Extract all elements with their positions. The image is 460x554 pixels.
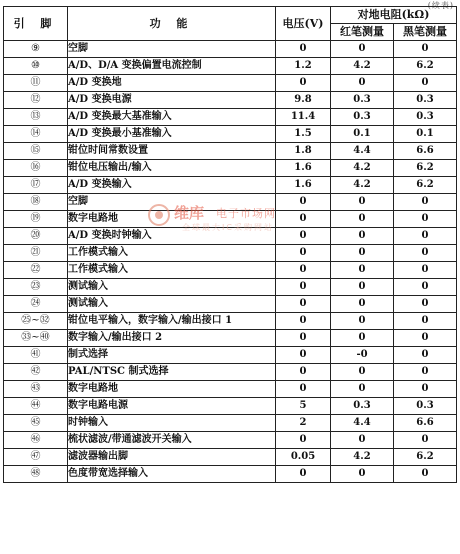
- table-row: [4, 75, 457, 92]
- pin-cell: ㉒: [4, 262, 68, 279]
- black-probe-cell: 0: [394, 330, 457, 347]
- voltage-cell: 0: [276, 381, 331, 398]
- function-cell: A/D 变换最小基准输入: [68, 126, 276, 143]
- red-probe-cell: 0.3: [331, 109, 394, 126]
- table-row: [4, 177, 457, 194]
- table-row: [4, 228, 457, 245]
- table-row: [4, 364, 457, 381]
- pin-cell: ⑫: [4, 92, 68, 109]
- pin-cell: ㉝~㊵: [4, 330, 68, 347]
- red-probe-cell: 0: [331, 364, 394, 381]
- pin-cell: ⑪: [4, 75, 68, 92]
- red-probe-cell: -0: [331, 347, 394, 364]
- header-resistance: 对地电阻(kΩ): [331, 7, 457, 24]
- header-voltage: 电压(V): [276, 7, 331, 41]
- pin-cell: ㉔: [4, 296, 68, 313]
- voltage-cell: 9.8: [276, 92, 331, 109]
- continued-note: (续表): [427, 1, 454, 10]
- function-cell: 空脚: [68, 41, 276, 58]
- header-pin: 引 脚: [4, 7, 68, 41]
- black-probe-cell: 0.3: [394, 92, 457, 109]
- red-probe-cell: 0: [331, 296, 394, 313]
- black-probe-cell: 0: [394, 347, 457, 364]
- voltage-cell: 1.8: [276, 143, 331, 160]
- pin-cell: ⑳: [4, 228, 68, 245]
- table-row: [4, 109, 457, 126]
- black-probe-cell: 0.3: [394, 398, 457, 415]
- table-row: [4, 432, 457, 449]
- function-cell: 测试输入: [68, 296, 276, 313]
- pin-cell: ⑯: [4, 160, 68, 177]
- function-cell: A/D 变换时钟输入: [68, 228, 276, 245]
- table-row: [4, 381, 457, 398]
- black-probe-cell: 0: [394, 466, 457, 483]
- red-probe-cell: 0: [331, 330, 394, 347]
- function-cell: A/D 变换输入: [68, 177, 276, 194]
- red-probe-cell: 0.1: [331, 126, 394, 143]
- pin-cell: ⑩: [4, 58, 68, 75]
- table-row: [4, 449, 457, 466]
- red-probe-cell: 0: [331, 211, 394, 228]
- function-cell: A/D、D/A 变换偏置电流控制: [68, 58, 276, 75]
- pin-cell: ㊺: [4, 415, 68, 432]
- table-row: [4, 194, 457, 211]
- voltage-cell: 0: [276, 279, 331, 296]
- voltage-cell: 0: [276, 228, 331, 245]
- pin-cell: ⑬: [4, 109, 68, 126]
- function-cell: 滤波器输出脚: [68, 449, 276, 466]
- red-probe-cell: 0: [331, 262, 394, 279]
- pin-cell: ㊶: [4, 347, 68, 364]
- red-probe-cell: 4.2: [331, 160, 394, 177]
- table-row: [4, 347, 457, 364]
- function-cell: 梳状滤波/带通滤波开关输入: [68, 432, 276, 449]
- pin-cell: ㉓: [4, 279, 68, 296]
- voltage-cell: 0: [276, 296, 331, 313]
- table-row: [4, 245, 457, 262]
- table-row: [4, 279, 457, 296]
- black-probe-cell: 0.1: [394, 126, 457, 143]
- red-probe-cell: 0: [331, 75, 394, 92]
- black-probe-cell: 6.2: [394, 449, 457, 466]
- pin-cell: ㊼: [4, 449, 68, 466]
- table-row: [4, 415, 457, 432]
- red-probe-cell: 4.4: [331, 415, 394, 432]
- red-probe-cell: 0: [331, 466, 394, 483]
- pin-function-table: [3, 6, 457, 483]
- function-cell: A/D 变换地: [68, 75, 276, 92]
- voltage-cell: 1.6: [276, 177, 331, 194]
- black-probe-cell: 0: [394, 41, 457, 58]
- function-cell: 空脚: [68, 194, 276, 211]
- table-row: [4, 211, 457, 228]
- function-cell: 钳位时间常数设置: [68, 143, 276, 160]
- table-row: [4, 58, 457, 75]
- voltage-cell: 0: [276, 364, 331, 381]
- table-row: [4, 313, 457, 330]
- pin-cell: ㉕~㉜: [4, 313, 68, 330]
- table-row: [4, 296, 457, 313]
- pin-cell: ㉑: [4, 245, 68, 262]
- function-cell: 工作模式输入: [68, 262, 276, 279]
- pin-cell: ㊻: [4, 432, 68, 449]
- voltage-cell: 1.2: [276, 58, 331, 75]
- function-cell: 时钟输入: [68, 415, 276, 432]
- black-probe-cell: 0: [394, 432, 457, 449]
- red-probe-cell: 0: [331, 313, 394, 330]
- black-probe-cell: 0: [394, 279, 457, 296]
- table-row: [4, 126, 457, 143]
- black-probe-cell: 0: [394, 262, 457, 279]
- voltage-cell: 0: [276, 41, 331, 58]
- voltage-cell: 2: [276, 415, 331, 432]
- voltage-cell: 1.5: [276, 126, 331, 143]
- table-row: [4, 398, 457, 415]
- black-probe-cell: 0: [394, 245, 457, 262]
- black-probe-cell: 0: [394, 381, 457, 398]
- pin-cell: ⑱: [4, 194, 68, 211]
- pin-cell: ⑭: [4, 126, 68, 143]
- voltage-cell: 0: [276, 194, 331, 211]
- black-probe-cell: 6.2: [394, 160, 457, 177]
- voltage-cell: 1.6: [276, 160, 331, 177]
- pin-cell: ⑮: [4, 143, 68, 160]
- black-probe-cell: 6.6: [394, 143, 457, 160]
- function-cell: 数字电路电源: [68, 398, 276, 415]
- voltage-cell: 0: [276, 347, 331, 364]
- table-row: [4, 466, 457, 483]
- black-probe-cell: 0.3: [394, 109, 457, 126]
- black-probe-cell: 0: [394, 75, 457, 92]
- voltage-cell: 11.4: [276, 109, 331, 126]
- function-cell: 色度带宽选择输入: [68, 466, 276, 483]
- table-row: [4, 41, 457, 58]
- function-cell: 钳位电压输出/输入: [68, 160, 276, 177]
- function-cell: A/D 变换电源: [68, 92, 276, 109]
- pin-cell: ㊸: [4, 381, 68, 398]
- black-probe-cell: 0: [394, 364, 457, 381]
- header-function: 功 能: [68, 7, 276, 41]
- function-cell: 数字电路地: [68, 381, 276, 398]
- voltage-cell: 0: [276, 245, 331, 262]
- red-probe-cell: 4.2: [331, 177, 394, 194]
- black-probe-cell: 0: [394, 228, 457, 245]
- pin-cell: ⑨: [4, 41, 68, 58]
- table-row: [4, 262, 457, 279]
- function-cell: 数字电路地: [68, 211, 276, 228]
- function-cell: 制式选择: [68, 347, 276, 364]
- voltage-cell: 0: [276, 432, 331, 449]
- black-probe-cell: 6.2: [394, 177, 457, 194]
- table-row: [4, 160, 457, 177]
- table-row: [4, 92, 457, 109]
- voltage-cell: 5: [276, 398, 331, 415]
- function-cell: 测试输入: [68, 279, 276, 296]
- red-probe-cell: 0: [331, 381, 394, 398]
- function-cell: A/D 变换最大基准输入: [68, 109, 276, 126]
- red-probe-cell: 0.3: [331, 92, 394, 109]
- pin-cell: ㊷: [4, 364, 68, 381]
- pin-cell: ⑲: [4, 211, 68, 228]
- red-probe-cell: 4.4: [331, 143, 394, 160]
- header-black-probe: 黑笔测量: [394, 24, 457, 41]
- function-cell: 数字输入/输出接口 2: [68, 330, 276, 347]
- red-probe-cell: 0.3: [331, 398, 394, 415]
- function-cell: PAL/NTSC 制式选择: [68, 364, 276, 381]
- watermark-slogan: 全球最大IC采购网站: [182, 223, 274, 232]
- voltage-cell: 0: [276, 313, 331, 330]
- voltage-cell: 0: [276, 211, 331, 228]
- voltage-cell: 0: [276, 330, 331, 347]
- red-probe-cell: 0: [331, 194, 394, 211]
- red-probe-cell: 0: [331, 279, 394, 296]
- header-red-probe: 红笔测量: [331, 24, 394, 41]
- black-probe-cell: 6.6: [394, 415, 457, 432]
- pin-cell: ㊽: [4, 466, 68, 483]
- red-probe-cell: 0: [331, 245, 394, 262]
- function-cell: 工作模式输入: [68, 245, 276, 262]
- red-probe-cell: 0: [331, 41, 394, 58]
- red-probe-cell: 0: [331, 432, 394, 449]
- voltage-cell: 0: [276, 466, 331, 483]
- black-probe-cell: 6.2: [394, 58, 457, 75]
- red-probe-cell: 0: [331, 228, 394, 245]
- voltage-cell: 0: [276, 75, 331, 92]
- red-probe-cell: 4.2: [331, 449, 394, 466]
- voltage-cell: 0.05: [276, 449, 331, 466]
- table-row: [4, 330, 457, 347]
- watermark-site: 电子市场网: [216, 207, 276, 220]
- black-probe-cell: 0: [394, 313, 457, 330]
- black-probe-cell: 0: [394, 296, 457, 313]
- table-row: [4, 143, 457, 160]
- pin-cell: ⑰: [4, 177, 68, 194]
- function-cell: 钳位电平输入，数字输入/输出接口 1: [68, 313, 276, 330]
- pin-cell: ㊹: [4, 398, 68, 415]
- red-probe-cell: 4.2: [331, 58, 394, 75]
- voltage-cell: 0: [276, 262, 331, 279]
- black-probe-cell: 0: [394, 211, 457, 228]
- black-probe-cell: 0: [394, 194, 457, 211]
- watermark-brand: 维库: [174, 204, 205, 222]
